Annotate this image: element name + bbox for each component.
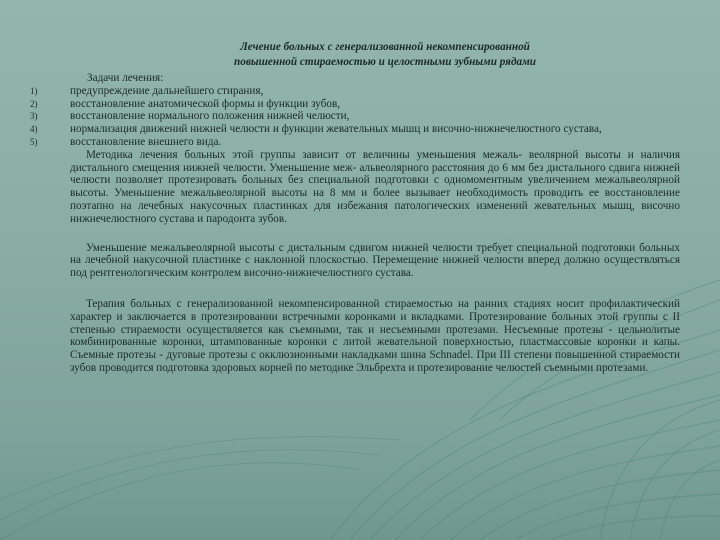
list-number: 3) xyxy=(30,111,38,122)
title-line-2: повышенной стираемостью и целостными зубными рядами xyxy=(234,55,536,68)
tasks-heading: Задачи лечения: xyxy=(87,72,164,84)
list-item xyxy=(30,85,680,98)
list-number: 2) xyxy=(30,98,38,109)
list-item xyxy=(30,98,680,111)
title-line-1: Лечение больных с генерализованной некомпенсированной xyxy=(240,41,530,53)
list-number: 1) xyxy=(30,85,38,96)
list-item-text: предупреждение дальнейшего стирания, xyxy=(70,84,264,97)
paragraph-distal-shift: Уменьшение межальвеолярной высоты с дистальным сдвигом нижней челюсти требует специальной подготовки больных на лечебной накусочной пластинке с наклонной плоскостью. Перемещение нижней челюсти вперед должно осуществляться под рентгенологическим контролем височно-нижнечелюстного сустава. xyxy=(70,241,680,280)
document-body xyxy=(30,40,680,375)
tasks-list xyxy=(30,85,680,149)
list-number: 5) xyxy=(30,136,38,147)
list-item xyxy=(30,136,680,149)
list-item-text: восстановление внешнего вида. xyxy=(70,135,222,148)
list-item-text: нормализация движений нижней челюсти и функции жевательных мышц и височно-нижнечелюстного сустава, xyxy=(70,123,602,136)
list-item-text: восстановление анатомической формы и функции зубов, xyxy=(70,97,341,110)
document-title xyxy=(90,40,680,69)
list-item xyxy=(30,123,680,136)
paragraph-therapy: Терапия больных с генерализованной некомпенсированной стираемостью на ранних стадиях носит профилактический характер и заключается в протезировании встречными коронками и вкладками. Протезирование больных этой группы с II степенью стираемости осуществляется как съемными, так и несъемными протезами. Несъемные протезы - цельнолитые комбинированные коронки, штампованные коронки с литой жевательной поверхностью, пластмассовые коронки и капы. Съемные протезы - дуговые протезы с окклюзионными накладками шина Schnadel. При III степени повышенной стираемости зубов проводится подготовка здоровых корней по методике Эльбрехта и протезирование челюстей съемными протезами. xyxy=(70,297,680,374)
list-item-text: восстановление нормального положения нижней челюсти, xyxy=(70,110,350,123)
list-number: 4) xyxy=(30,124,38,135)
list-item xyxy=(30,110,680,123)
paragraph-methodology: Методика лечения больных этой группы зависит от величины уменьшения межаль- веолярной высоты и наличия дистального смещения нижней челюсти. Уменьшение меж- альвеолярного расстояния до 6 мм без дистального сдвига нижней челюсти позволяет протезировать больных без специальной подготовки с одномоментным увеличением межальвеолярной высоты. Уменьшение межальвеолярной высоты на 8 мм и более вызывает необходимость проводить ее восстановление поэтапно на лечебных накусочных пластинках для избежания патологических изменений жевательных мышц, височно нижнечелюстного сустава и пародонта зубов. xyxy=(70,148,680,225)
